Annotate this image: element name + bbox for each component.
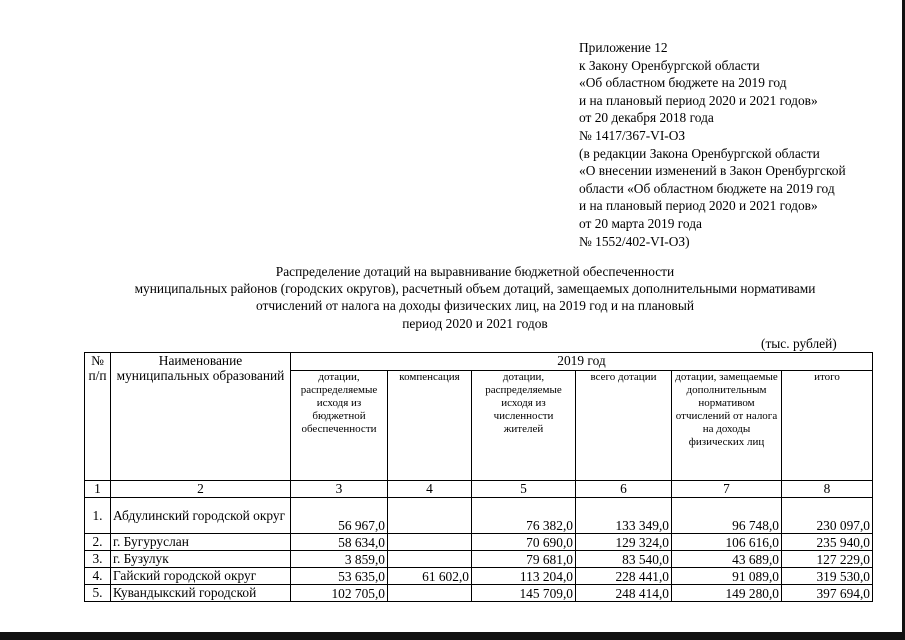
value-compensation bbox=[388, 498, 472, 534]
value-tax-norm: 43 689,0 bbox=[672, 551, 782, 568]
column-number: 2 bbox=[111, 481, 291, 498]
title-line: Распределение дотаций на выравнивание бюджетной обеспеченности bbox=[275, 264, 675, 279]
annex-line: и на плановый период 2020 и 2021 годов» bbox=[579, 92, 818, 108]
value-per-capita: 79 681,0 bbox=[472, 551, 576, 568]
value-per-capita: 76 382,0 bbox=[472, 498, 576, 534]
table-row bbox=[85, 585, 873, 602]
header-col-equalization: дотации, распределяемые исходя из бюджетной обеспеченности bbox=[291, 371, 388, 481]
value-per-capita: 70 690,0 bbox=[472, 534, 576, 551]
value-total-subsidies: 129 324,0 bbox=[576, 534, 672, 551]
value-grand-total: 397 694,0 bbox=[782, 585, 873, 602]
value-per-capita: 113 204,0 bbox=[472, 568, 576, 585]
table-row bbox=[85, 568, 873, 585]
value-total-subsidies: 228 441,0 bbox=[576, 568, 672, 585]
row-number: 5. bbox=[85, 585, 111, 602]
column-number: 1 bbox=[85, 481, 111, 498]
document-title bbox=[60, 263, 890, 332]
column-number: 5 bbox=[472, 481, 576, 498]
value-compensation bbox=[388, 534, 472, 551]
municipality-name: г. Бугуруслан bbox=[111, 534, 291, 551]
title-line: отчислений от налога на доходы физических лиц, на 2019 год и на плановый bbox=[255, 298, 695, 314]
value-tax-norm: 96 748,0 bbox=[672, 498, 782, 534]
row-number: 3. bbox=[85, 551, 111, 568]
column-number: 8 bbox=[782, 481, 873, 498]
table-row bbox=[85, 498, 873, 534]
municipality-name: г. Бузулук bbox=[111, 551, 291, 568]
value-per-capita: 145 709,0 bbox=[472, 585, 576, 602]
column-number-row bbox=[85, 481, 873, 498]
annex-line: от 20 марта 2019 года bbox=[579, 215, 702, 231]
table-row bbox=[85, 551, 873, 568]
header-year: 2019 год bbox=[291, 353, 873, 371]
header-col-total-subsidies: всего дотации bbox=[576, 371, 672, 481]
value-grand-total: 235 940,0 bbox=[782, 534, 873, 551]
header-row-number: № п/п bbox=[85, 353, 111, 481]
value-equalization: 53 635,0 bbox=[291, 568, 388, 585]
value-tax-norm: 106 616,0 bbox=[672, 534, 782, 551]
annex-line: Приложение 12 bbox=[579, 40, 668, 55]
value-grand-total: 319 530,0 bbox=[782, 568, 873, 585]
value-total-subsidies: 83 540,0 bbox=[576, 551, 672, 568]
annex-line: «Об областном бюджете на 2019 год bbox=[579, 75, 787, 91]
table-row bbox=[85, 534, 873, 551]
header-col-tax-norm: дотации, замещаемые дополнительным нормативом отчислений от налога на доходы физических лиц bbox=[672, 371, 782, 481]
header-col-compensation: компенсация bbox=[388, 371, 472, 481]
value-equalization: 56 967,0 bbox=[291, 498, 388, 534]
column-number: 4 bbox=[388, 481, 472, 498]
page-edge-bottom bbox=[0, 632, 905, 640]
value-tax-norm: 149 280,0 bbox=[672, 585, 782, 602]
annex-line: области «Об областном бюджете на 2019 год bbox=[579, 180, 835, 196]
title-line: период 2020 и 2021 годов bbox=[402, 315, 548, 331]
title-line: муниципальных районов (городских округов), расчетный объем дотаций, замещаемых дополнительными нормативами bbox=[134, 281, 816, 297]
value-equalization: 58 634,0 bbox=[291, 534, 388, 551]
annex-line: «О внесении изменений в Закон Оренбургской bbox=[579, 163, 846, 179]
annex-line: № 1552/402-VI-ОЗ) bbox=[579, 233, 690, 249]
value-tax-norm: 91 089,0 bbox=[672, 568, 782, 585]
value-total-subsidies: 248 414,0 bbox=[576, 585, 672, 602]
header-municipality: Наименование муниципальных образований bbox=[111, 353, 291, 481]
column-number: 3 bbox=[291, 481, 388, 498]
value-grand-total: 127 229,0 bbox=[782, 551, 873, 568]
annex-line: (в редакции Закона Оренбургской области bbox=[579, 145, 820, 161]
row-number: 1. bbox=[85, 498, 111, 534]
row-number: 4. bbox=[85, 568, 111, 585]
annex-line: от 20 декабря 2018 года bbox=[579, 110, 714, 126]
column-number: 7 bbox=[672, 481, 782, 498]
annex-line: № 1417/367-VI-ОЗ bbox=[579, 127, 686, 143]
header-col-grand-total: итого bbox=[782, 371, 873, 481]
units-label: (тыс. рублей) bbox=[761, 336, 837, 351]
column-number: 6 bbox=[576, 481, 672, 498]
value-compensation bbox=[388, 551, 472, 568]
value-compensation bbox=[388, 585, 472, 602]
subsidies-table bbox=[84, 352, 873, 602]
municipality-name: Абдулинский городской округ bbox=[111, 498, 291, 534]
row-number: 2. bbox=[85, 534, 111, 551]
annex-line: к Закону Оренбургской области bbox=[579, 57, 760, 73]
annex-line: и на плановый период 2020 и 2021 годов» bbox=[579, 198, 818, 214]
value-compensation: 61 602,0 bbox=[388, 568, 472, 585]
header-col-per-capita: дотации, распределяемые исходя из численности жителей bbox=[472, 371, 576, 481]
annex-header bbox=[579, 39, 899, 250]
municipality-name: Гайский городской округ bbox=[111, 568, 291, 585]
municipality-name: Кувандыкский городской bbox=[111, 585, 291, 602]
value-grand-total: 230 097,0 bbox=[782, 498, 873, 534]
value-equalization: 102 705,0 bbox=[291, 585, 388, 602]
value-total-subsidies: 133 349,0 bbox=[576, 498, 672, 534]
value-equalization: 3 859,0 bbox=[291, 551, 388, 568]
